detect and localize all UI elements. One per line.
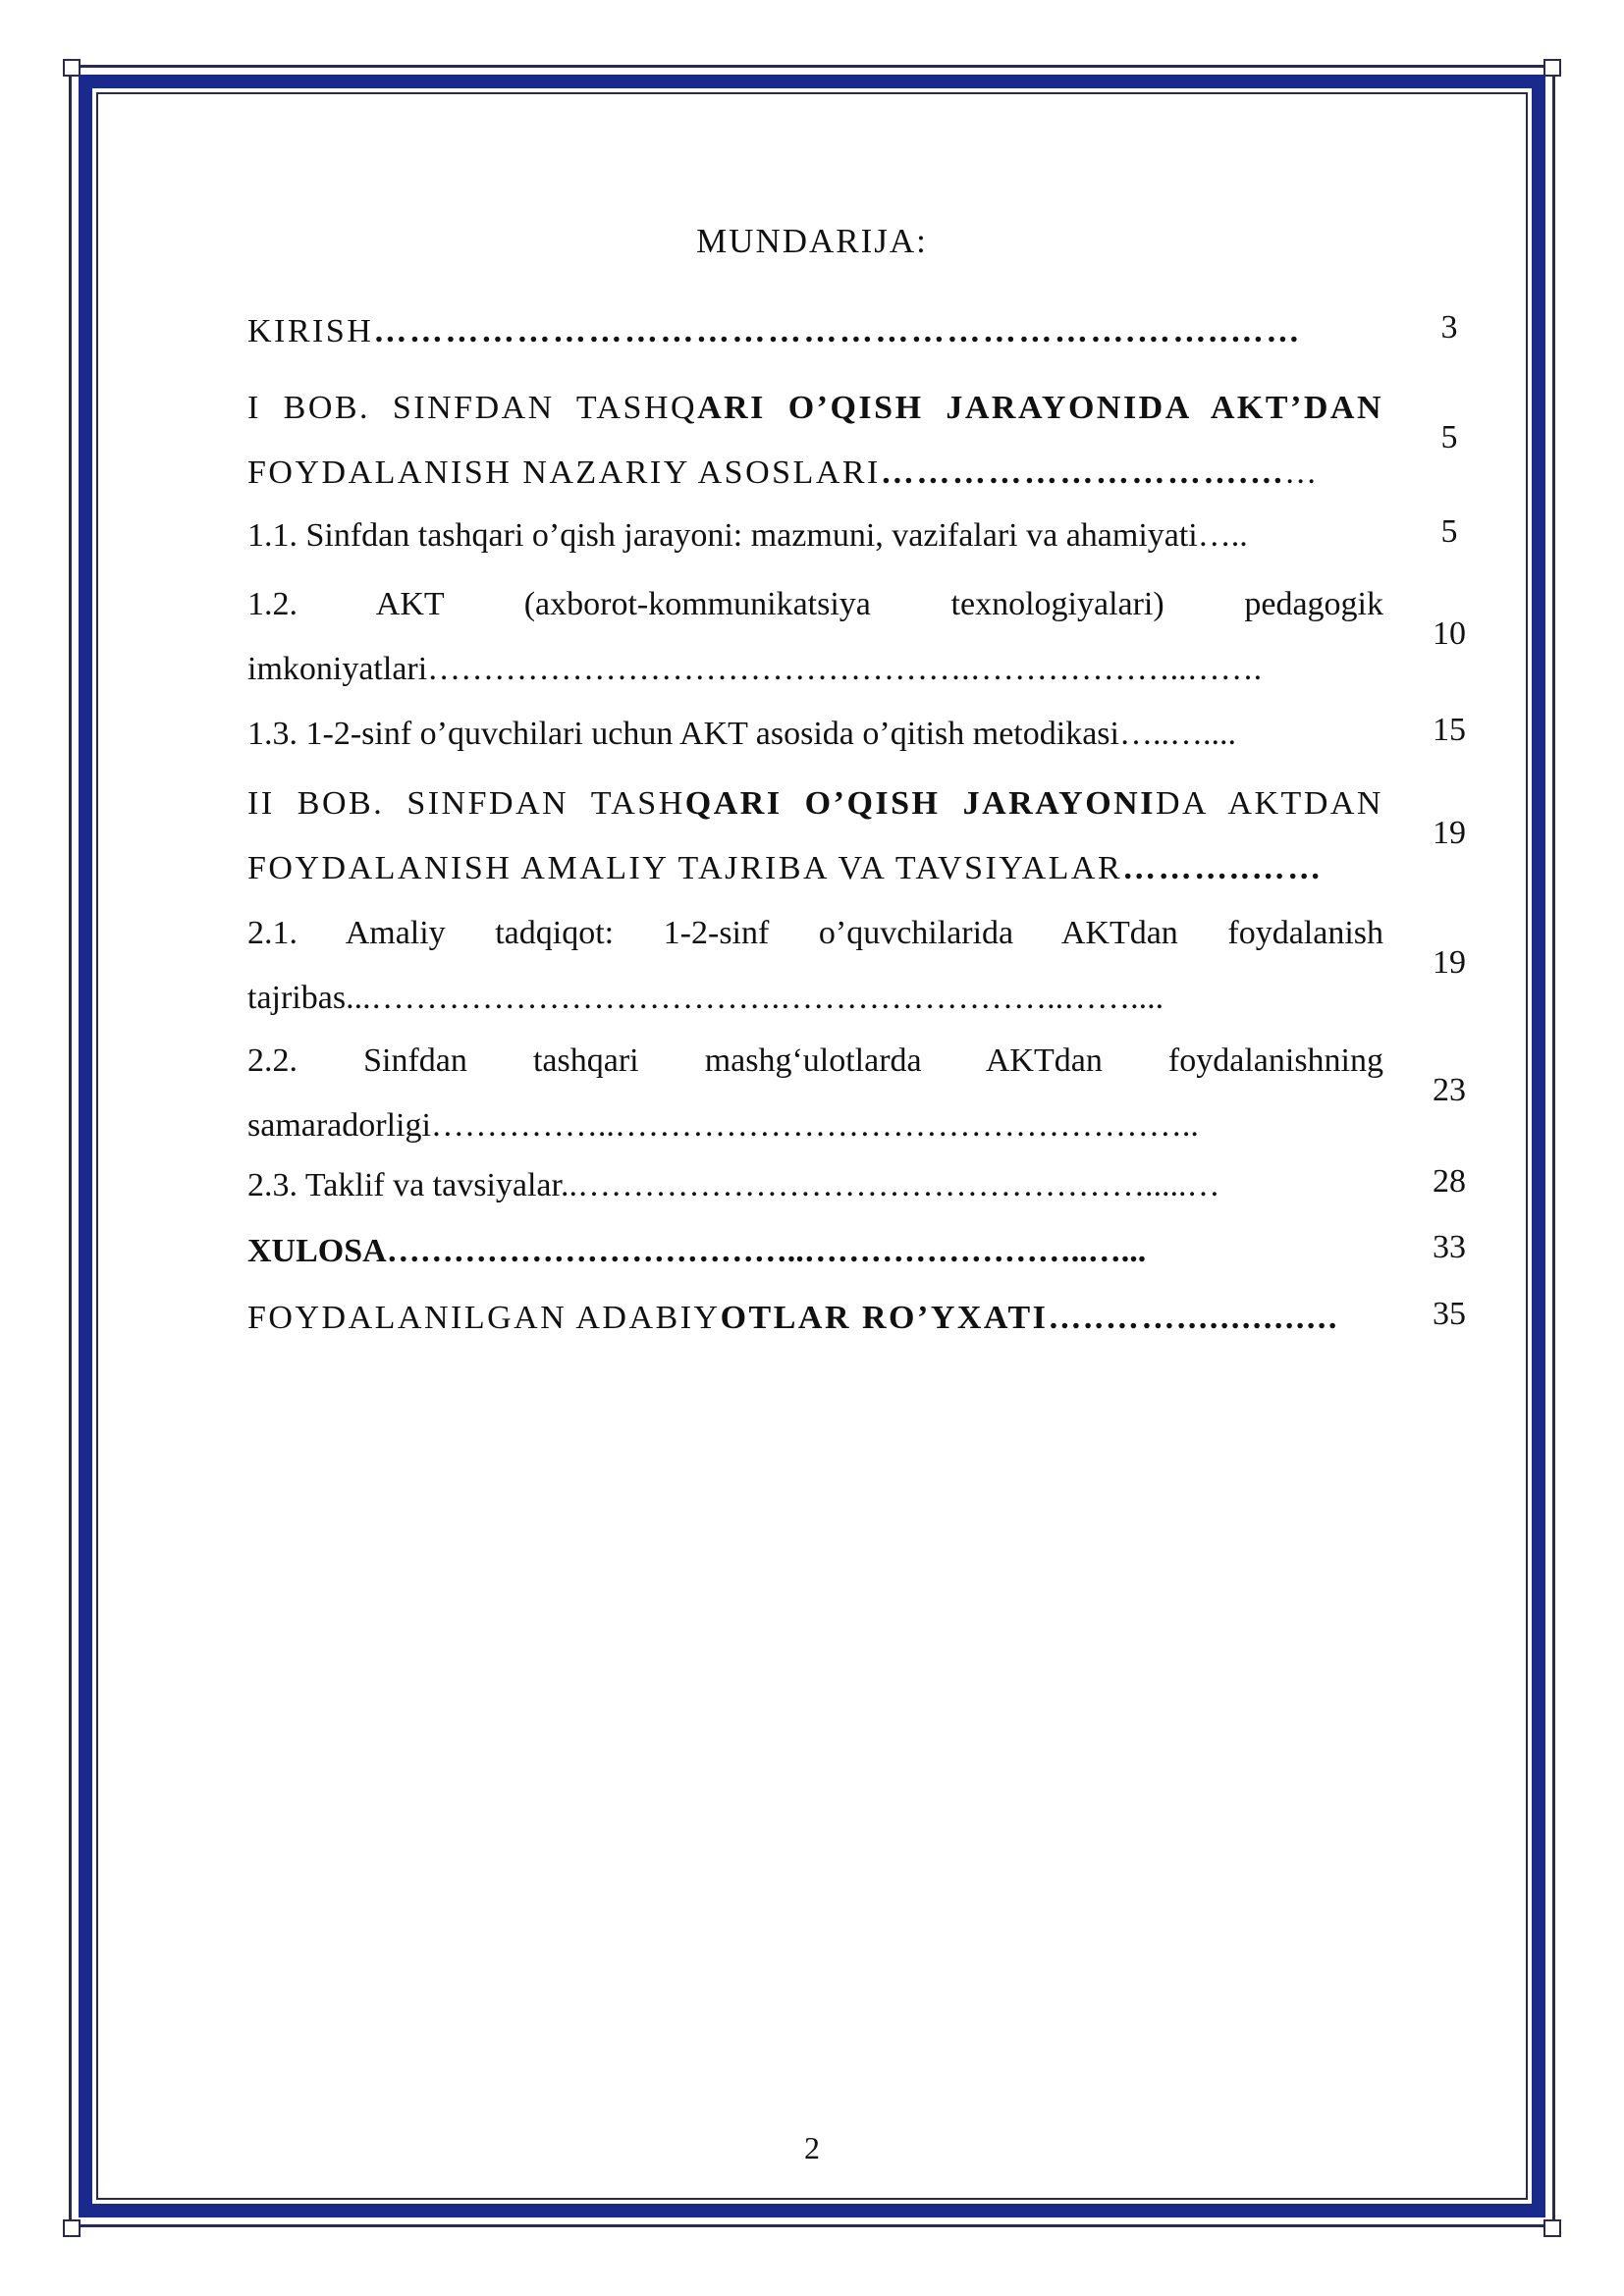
toc-page-number: 5 <box>1440 513 1458 550</box>
toc-entry-text: 2.3. Taklif va tavsiyalar..…………………………………………….....… <box>247 1167 1220 1203</box>
toc-entry-title <box>247 376 1383 506</box>
toc-entry-text: 2.2. Sinfdan tashqari mashg‘ulotlarda AKTdan foydalanishning samaradorligi……………..…………………………………………….. <box>247 1042 1383 1144</box>
toc-entry-text: 1.1. Sinfdan tashqari o’qish jarayoni: mazmuni, vazifalari va ahamiyati….. <box>247 517 1248 554</box>
toc-entry-text: 1.3. 1-2-sinf o’quvchilari uchun AKT asosida o’qitish metodikasi…..….... <box>247 716 1236 752</box>
toc-page-number: 28 <box>1433 1163 1466 1200</box>
toc-entry-text: DA AKTDAN FOYDALANISH AMALIY TAJRIBA VA TAVSIYALAR <box>247 785 1383 886</box>
border-corner-ornament <box>1534 2208 1563 2237</box>
toc-entry-text: ARI O’QISH JARAYONIDA AKT’DAN <box>697 390 1384 426</box>
toc-entry-text: 1.2. AKT (axborot-kommunikatsiya texnologiyalari) pedagogik imkoniyatlari………………………………………….………………..……. <box>247 586 1383 687</box>
toc-page-number: 3 <box>1440 309 1458 346</box>
toc-page-number: 19 <box>1433 815 1466 851</box>
toc-page-number: 5 <box>1440 419 1458 455</box>
toc-entry[interactable] <box>247 1153 1494 1218</box>
toc-entry-title <box>247 504 1383 568</box>
toc-entry-title <box>247 1286 1383 1351</box>
toc-entry[interactable] <box>247 376 1494 506</box>
toc-entry-text: OTLAR RO’YXATI…..……............... <box>720 1300 1339 1336</box>
toc-page-number: 33 <box>1433 1229 1466 1265</box>
toc-page-number: 35 <box>1433 1296 1466 1332</box>
toc-page-number: 23 <box>1433 1072 1466 1108</box>
toc-entry[interactable] <box>247 1029 1494 1158</box>
toc-entry[interactable] <box>247 572 1494 702</box>
toc-entry-text: FOYDALANILGAN ADABIY <box>247 1300 721 1336</box>
toc-entry-text: ... <box>1285 454 1319 491</box>
border-corner-ornament <box>63 59 92 88</box>
toc-entry-title <box>247 1153 1383 1218</box>
toc-entry[interactable] <box>247 772 1494 901</box>
toc-entry[interactable] <box>247 1286 1494 1351</box>
page-title: MUNDARIJA: <box>696 222 928 260</box>
toc-entry-title <box>247 572 1383 702</box>
toc-entry-title <box>247 702 1383 767</box>
page-number: 2 <box>804 2130 820 2165</box>
toc-entry-text: ……………………………………………………….……..…… <box>373 313 1302 349</box>
toc-entry-text: QARI O’QISH JARAYONI <box>684 785 1156 822</box>
toc-entry[interactable] <box>247 702 1494 767</box>
toc-entry[interactable] <box>247 1219 1494 1284</box>
toc-entry-text: 2.1. Amaliy tadqiqot: 1-2-sinf o’quvchilarida AKTdan foydalanish tajribas...……………………………….……………………..…….... <box>247 915 1383 1016</box>
border-corner-ornament <box>63 2208 92 2237</box>
toc-entry[interactable] <box>247 504 1494 568</box>
toc-entry-text: ………..…… <box>1122 850 1324 886</box>
toc-entry-text: II BOB. SINFDAN TASH <box>247 785 685 822</box>
border-corner-ornament <box>1534 59 1563 88</box>
toc-entry[interactable] <box>247 901 1494 1031</box>
toc-entry-text: FOYDALANISH NAZARIY ASOSLARI <box>247 454 881 491</box>
toc-page-number: 19 <box>1433 944 1466 981</box>
toc-entry-text: ………………………….… <box>880 454 1286 491</box>
toc-entry-title <box>247 1029 1383 1158</box>
toc-entry-title <box>247 901 1383 1031</box>
toc-page-number: 10 <box>1433 615 1466 652</box>
toc-page-number: 15 <box>1433 712 1466 748</box>
toc-entry-text: KIRISH <box>247 313 374 349</box>
toc-entry-text: XULOSA………………………………..……………………..…... <box>247 1233 1147 1269</box>
toc-entry-title <box>247 772 1383 901</box>
toc-entry[interactable] <box>247 299 1494 364</box>
toc-entry-text: I BOB. SINFDAN TASHQ <box>247 390 698 426</box>
toc-entry-title <box>247 299 1383 364</box>
toc-entry-title <box>247 1219 1383 1284</box>
